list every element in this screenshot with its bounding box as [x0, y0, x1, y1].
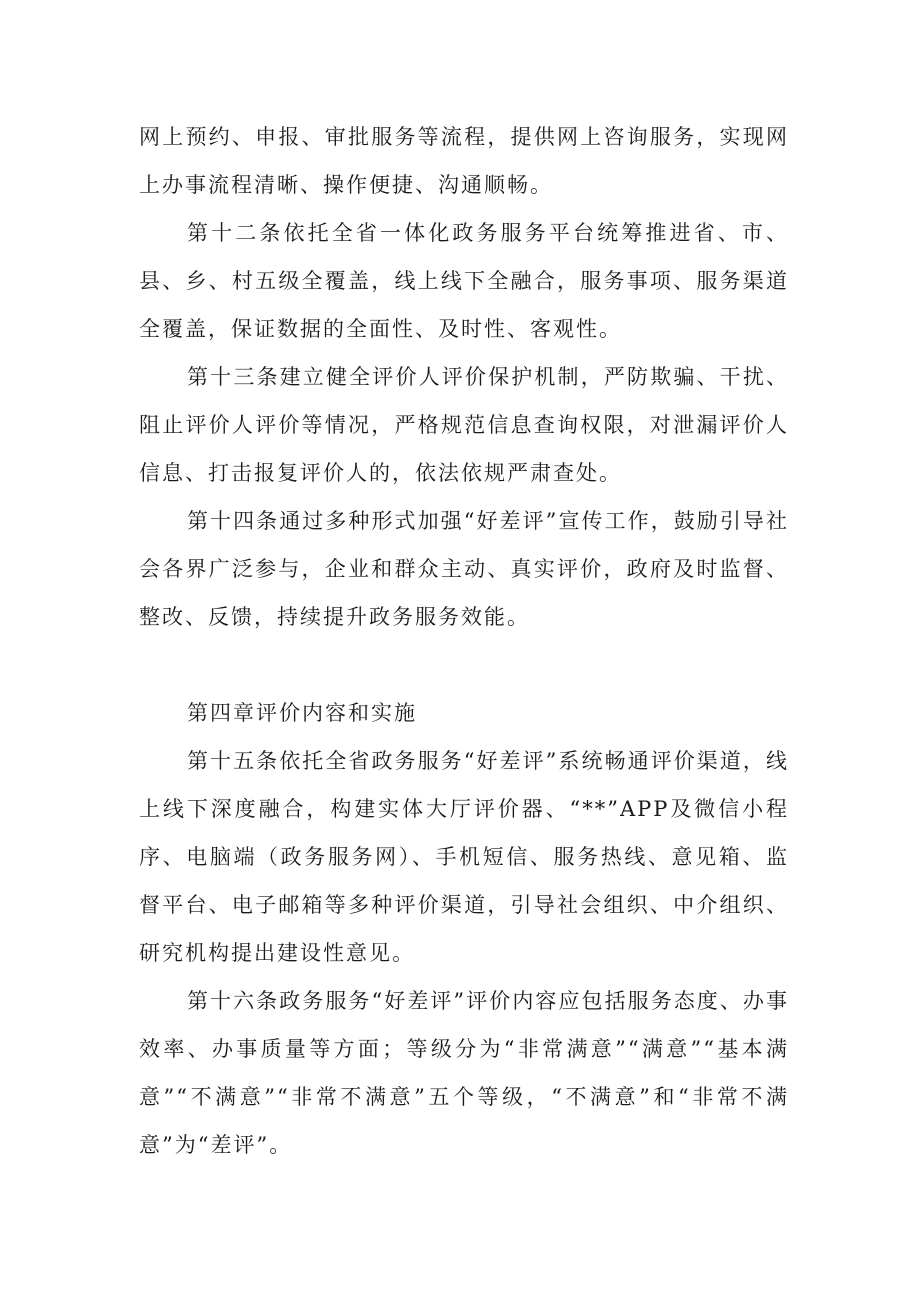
article-14: 第十四条通过多种形式加强“好差评”宣传工作，鼓励引导社会各界广泛参与，企业和群众主动、真实评价，政府及时监督、整改、反馈，持续提升政务服务效能。 — [139, 509, 789, 629]
article-15: 第十五条依托全省政务服务“好差评”系统畅通评价渠道，线上线下深度融合，构建实体大厅评价器、“**”APP及微信小程序、电脑端（政务服务网）、手机短信、服务热线、意见箱、监督平台、电子邮箱等多种评价渠道，引导社会组织、中介组织、研究机构提出建设性意见。 — [139, 749, 789, 965]
paragraph-continuation: 网上预约、申报、审批服务等流程，提供网上咨询服务，实现网上办事流程清晰、操作便捷、沟通顺畅。 — [139, 125, 789, 197]
article-16: 第十六条政务服务“好差评”评价内容应包括服务态度、办事效率、办事质量等方面；等级分为“非常满意”“满意”“基本满意”“不满意”“非常不满意”五个等级，“不满意”和“非常不满意”为“差评”。 — [139, 989, 789, 1157]
chapter-heading: 第四章评价内容和实施 — [187, 701, 417, 725]
document-body — [139, 113, 789, 1169]
article-13: 第十三条建立健全评价人评价保护机制，严防欺骗、干扰、阻止评价人评价等情况，严格规范信息查询权限，对泄漏评价人信息、打击报复评价人的，依法依规严肃查处。 — [139, 365, 789, 485]
article-12: 第十二条依托全省一体化政务服务平台统筹推进省、市、县、乡、村五级全覆盖，线上线下全融合，服务事项、服务渠道全覆盖，保证数据的全面性、及时性、客观性。 — [139, 221, 789, 341]
